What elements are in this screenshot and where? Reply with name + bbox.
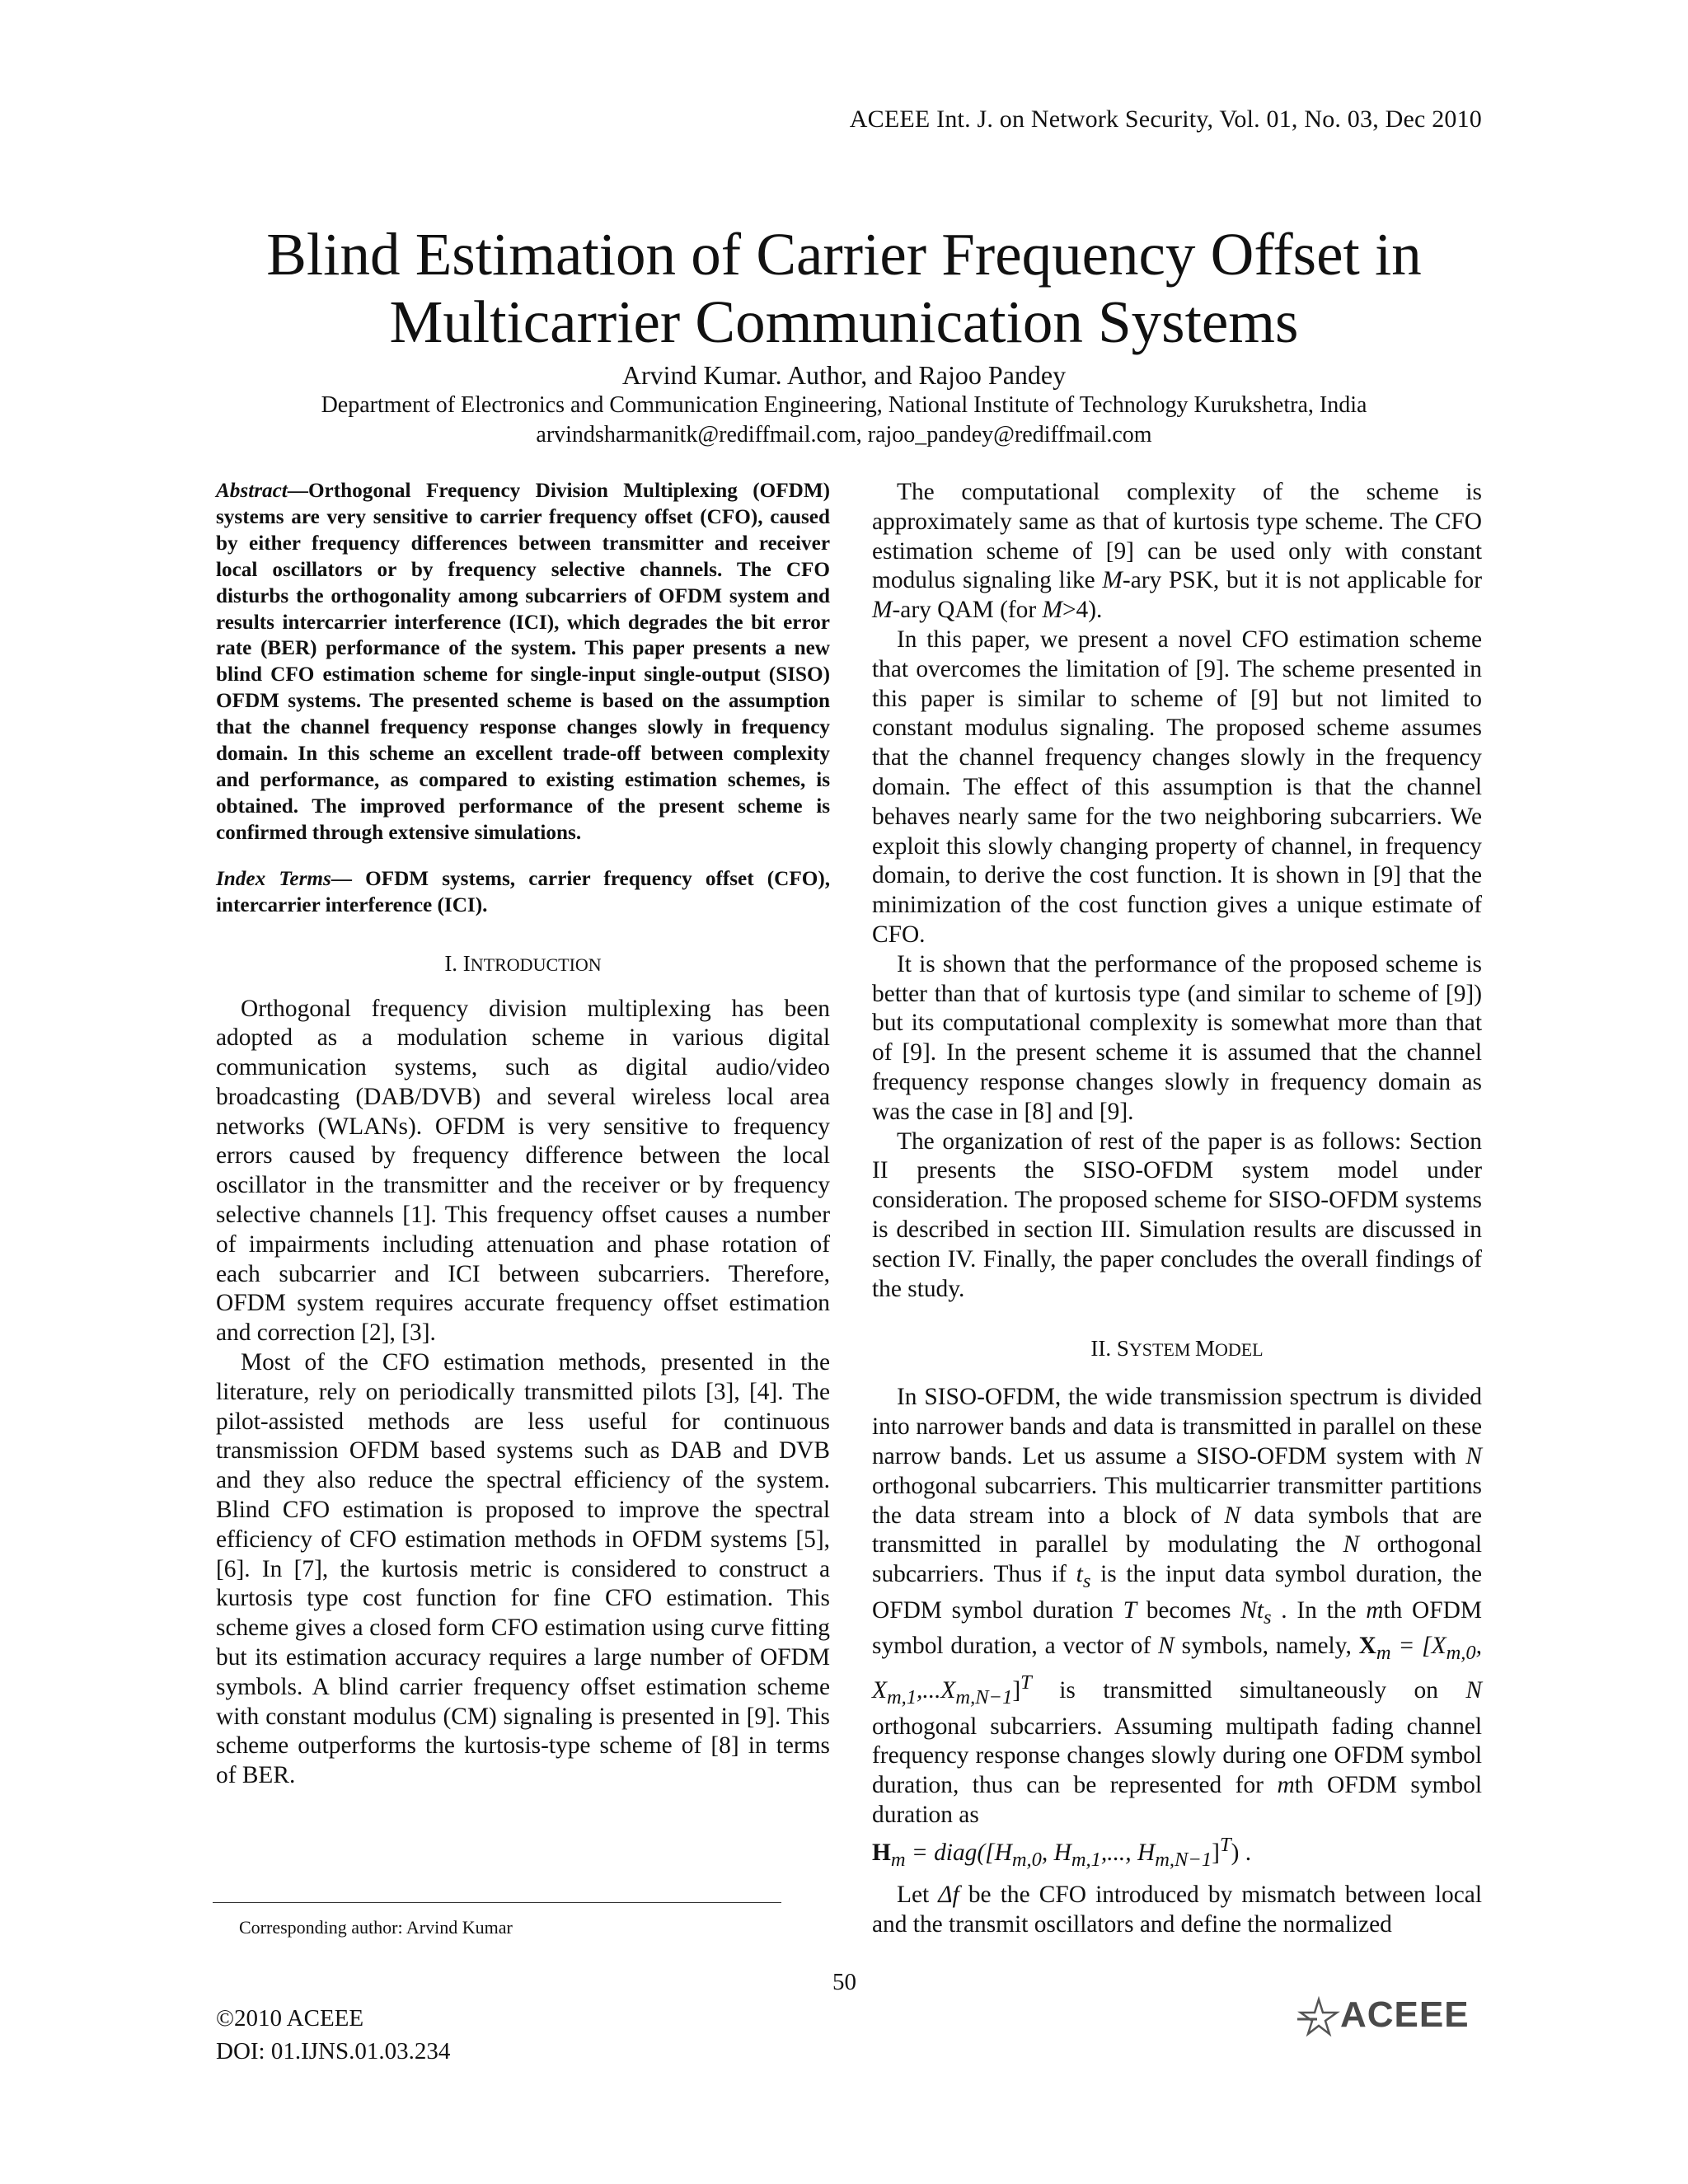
title-line-1: Blind Estimation of Carrier Frequency Offset in bbox=[266, 221, 1422, 288]
section-title-part: YSTEM bbox=[1128, 1339, 1195, 1361]
abstract-lead: Abstract bbox=[216, 480, 288, 502]
system-model-paragraph-2 bbox=[872, 1881, 1482, 1940]
section-number: I. I bbox=[444, 950, 471, 976]
text-span: be the CFO introduced by mismatch between local and the transmit oscillators and define the normalized bbox=[872, 1882, 1482, 1938]
section-heading-introduction bbox=[216, 950, 830, 978]
doi: DOI: 01.IJNS.01.03.234 bbox=[216, 2038, 451, 2064]
math-text: ,...X bbox=[917, 1676, 956, 1704]
math-subscript: m,0 bbox=[1011, 1848, 1042, 1871]
math-subscript: m,1 bbox=[1071, 1848, 1101, 1871]
math-superscript: T bbox=[1219, 1833, 1231, 1856]
math-var: N bbox=[1343, 1531, 1360, 1558]
math-var: N bbox=[1465, 1442, 1482, 1469]
math-var: m bbox=[1366, 1596, 1384, 1624]
math-var: H bbox=[872, 1839, 891, 1866]
text-span: th OFDM symbol duration, a vector of bbox=[872, 1596, 1482, 1660]
right-column bbox=[872, 478, 1482, 1940]
section-title-part: ODEL bbox=[1214, 1339, 1264, 1361]
intro-paragraph-2: Most of the CFO estimation methods, presented in the literature, rely on periodically transmitted pilots [3], [4]. The pilot-assisted methods are less useful for continuous transmission OFDM based systems such as DAB and DVB and they also reduce the spectral efficiency of the system. Blind CFO estimation is proposed to improve the spectral efficiency of CFO estimation methods in OFDM systems [5], [6]. In [7], the kurtosis metric is considered to construct a kurtosis type cost function for fine CFO estimation. This scheme gives a closed form CFO estimation using curve fitting but its estimation accuracy requires a large number of OFDM symbols. A blind carrier frequency offset estimation scheme with constant modulus (CM) signaling is presented in [9]. This scheme outperforms the kurtosis-type scheme of [8] in terms of BER. bbox=[216, 1349, 830, 1789]
math-subscript: m bbox=[1376, 1642, 1391, 1665]
math-text: ) . bbox=[1231, 1839, 1252, 1866]
math-text: = [X bbox=[1390, 1633, 1447, 1660]
index-terms-lead: Index Terms bbox=[216, 867, 331, 890]
text-span: Let bbox=[897, 1882, 939, 1909]
footer-left bbox=[216, 2002, 450, 2068]
paper-title bbox=[0, 221, 1688, 356]
title-line-2: Multicarrier Communication Systems bbox=[389, 288, 1299, 355]
math-text: ] bbox=[1012, 1676, 1021, 1704]
math-subscript: m,N−1 bbox=[955, 1685, 1013, 1708]
section-title: NTRODUCTION bbox=[470, 954, 602, 975]
text-span: -ary PSK, but it is not applicable for bbox=[1122, 567, 1483, 594]
aceee-star-logo-icon bbox=[1296, 1994, 1342, 2037]
right-paragraph-4: The organization of rest of the paper is as follows: Section II presents the SISO-OFDM system model under consideration. The proposed scheme for SISO-OFDM systems is described in section III. Simulation results are discussed in section IV. Finally, the paper concludes the overall findings of the study. bbox=[872, 1127, 1482, 1302]
right-paragraph-3: It is shown that the performance of the proposed scheme is better than that of kurtosis type (and similar to scheme of [9]) but its computational complexity is somewhat more than that of [9]. In the present scheme it is assumed that the channel frequency response changes slowly in frequency domain as was the case in [8] and [9]. bbox=[872, 950, 1482, 1125]
affiliation: Department of Electronics and Communication Engineering, National Institute of Technology Kurukshetra, India bbox=[321, 392, 1367, 418]
math-var: T bbox=[1123, 1596, 1137, 1624]
system-model-paragraph-1 bbox=[872, 1383, 1482, 1874]
math-var: m bbox=[1277, 1772, 1295, 1799]
math-var: N bbox=[1158, 1633, 1175, 1660]
page-number: 50 bbox=[832, 1969, 856, 1995]
text-span: symbols, namely, bbox=[1174, 1633, 1359, 1660]
math-text: , X bbox=[872, 1633, 1482, 1704]
text-span: is the input data symbol duration, the OFDM symbol duration bbox=[872, 1561, 1483, 1624]
text-span: orthogonal subcarriers. Assuming multipath fading channel frequency response changes slowly during one OFDM symbol duration, thus can be represented for bbox=[872, 1713, 1482, 1799]
aceee-logo bbox=[1296, 1994, 1485, 2037]
index-terms-text: — OFDM systems, carrier frequency offset (CFO), intercarrier interference (ICI). bbox=[216, 867, 830, 916]
index-terms bbox=[216, 866, 830, 919]
math-var: M bbox=[1102, 567, 1123, 594]
text-span: data symbols that are transmitted in parallel by modulating the bbox=[872, 1502, 1482, 1558]
math-subscript: s bbox=[1082, 1569, 1091, 1592]
math-text: ,..., H bbox=[1100, 1839, 1156, 1866]
text-span: In SISO-OFDM, the wide transmission spectrum is divided into narrower bands and data is transmitted in parallel on these narrow bands. Let us assume a SISO-OFDM system with bbox=[872, 1384, 1482, 1469]
text-span: orthogonal subcarriers. This multicarrier transmitter partitions the data stream into a block of bbox=[872, 1472, 1482, 1529]
authors: Arvind Kumar. Author, and Rajoo Pandey bbox=[621, 360, 1067, 390]
math-subscript: m,1 bbox=[886, 1685, 917, 1708]
equation-h-matrix bbox=[872, 1833, 1252, 1871]
abstract bbox=[216, 478, 830, 846]
text-span: -ary QAM (for bbox=[892, 597, 1043, 624]
copyright: ©2010 ACEEE bbox=[216, 2005, 364, 2032]
logo-text: ACEEE bbox=[1340, 1994, 1470, 2035]
section-heading-system-model bbox=[872, 1335, 1482, 1363]
math-subscript: m,0 bbox=[1446, 1642, 1476, 1665]
math-subscript: m,N−1 bbox=[1155, 1848, 1212, 1871]
math-subscript: m bbox=[890, 1848, 906, 1871]
math-text: = diag([H bbox=[905, 1839, 1012, 1866]
text-span: . In the bbox=[1271, 1596, 1367, 1624]
section-number: II. S bbox=[1090, 1336, 1129, 1361]
math-var: M bbox=[872, 597, 893, 624]
math-superscript: T bbox=[1020, 1671, 1032, 1694]
text-span: is transmitted simultaneously on bbox=[1031, 1676, 1466, 1704]
intro-paragraph-1: Orthogonal frequency division multiplexing has been adopted as a modulation scheme in various digital communication systems, such as digital audio/video broadcasting (DAB/DVB) and several wireless local area networks (WLANs). OFDM is very sensitive to frequency errors caused by frequency difference between the local oscillator in the transmitter and the receiver or by frequency selective channels [1]. This frequency offset causes a number of impairments including attenuation and phase rotation of each subcarrier and ICI between subcarriers. Therefore, OFDM system requires accurate frequency offset estimation and correction [2], [3]. bbox=[216, 995, 830, 1347]
math-var: t bbox=[1076, 1561, 1083, 1588]
math-text: , H bbox=[1041, 1839, 1071, 1866]
math-var: X bbox=[1358, 1633, 1376, 1660]
left-column bbox=[216, 478, 830, 1791]
text-span: The computational complexity of the scheme is approximately same as that of kurtosis type scheme. The CFO estimation scheme of [9] can be used only with constant modulus signaling like bbox=[872, 479, 1482, 594]
right-paragraph-1 bbox=[872, 478, 1482, 626]
text-span: th OFDM symbol duration as bbox=[872, 1772, 1482, 1828]
right-paragraph-2: In this paper, we present a novel CFO estimation scheme that overcomes the limitation of [9]. The scheme presented in this paper is similar to scheme of [9] but not limited to constant modulus signaling. The proposed scheme assumes that the channel frequency changes slowly in the frequency domain. The effect of this assumption is that the channel behaves nearly same for the two neighboring subcarriers. We exploit this slowly changing property of channel, in frequency domain, to derive the cost function. It is shown in [9] that the minimization of the cost function gives a unique estimate of CFO. bbox=[872, 626, 1482, 948]
math-var: N bbox=[1224, 1502, 1241, 1529]
footnote: Corresponding author: Arvind Kumar bbox=[239, 1917, 513, 1938]
math-subscript: s bbox=[1264, 1605, 1272, 1629]
section-title-part: M bbox=[1194, 1336, 1215, 1361]
footnote-rule bbox=[213, 1902, 781, 1903]
running-head: ACEEE Int. J. on Network Security, Vol. 01, No. 03, Dec 2010 bbox=[849, 105, 1482, 133]
math-var: Δf bbox=[938, 1882, 959, 1909]
abstract-text: —Orthogonal Frequency Division Multiplexing (OFDM) systems are very sensitive to carrier frequency offset (CFO), caused by either frequency differences between transmitter and receiver local oscillators or by frequency selective channels. The CFO disturbs the orthogonality among subcarriers of OFDM system and results intercarrier interference (ICI), which degrades the bit error rate (BER) performance of the system. This paper presents a new blind CFO estimation scheme for single-input single-output (SISO) OFDM systems. The presented scheme is based on the assumption that the channel frequency response changes slowly in frequency domain. In this scheme an excellent trade-off between complexity and performance, as compared to existing estimation schemes, is obtained. The improved performance of the present scheme is confirmed through extensive simulations. bbox=[216, 480, 830, 844]
emails: arvindsharmanitk@rediffmail.com, rajoo_pandey@rediffmail.com bbox=[536, 422, 1152, 448]
math-text: ] bbox=[1212, 1839, 1220, 1866]
text-span: becomes bbox=[1136, 1596, 1241, 1624]
text-span: orthogonal subcarriers. Thus if bbox=[872, 1531, 1483, 1588]
math-var: N bbox=[1465, 1676, 1482, 1704]
math-var: Nt bbox=[1240, 1596, 1264, 1624]
math-var: M bbox=[1042, 597, 1062, 624]
text-span: >4). bbox=[1062, 597, 1103, 624]
